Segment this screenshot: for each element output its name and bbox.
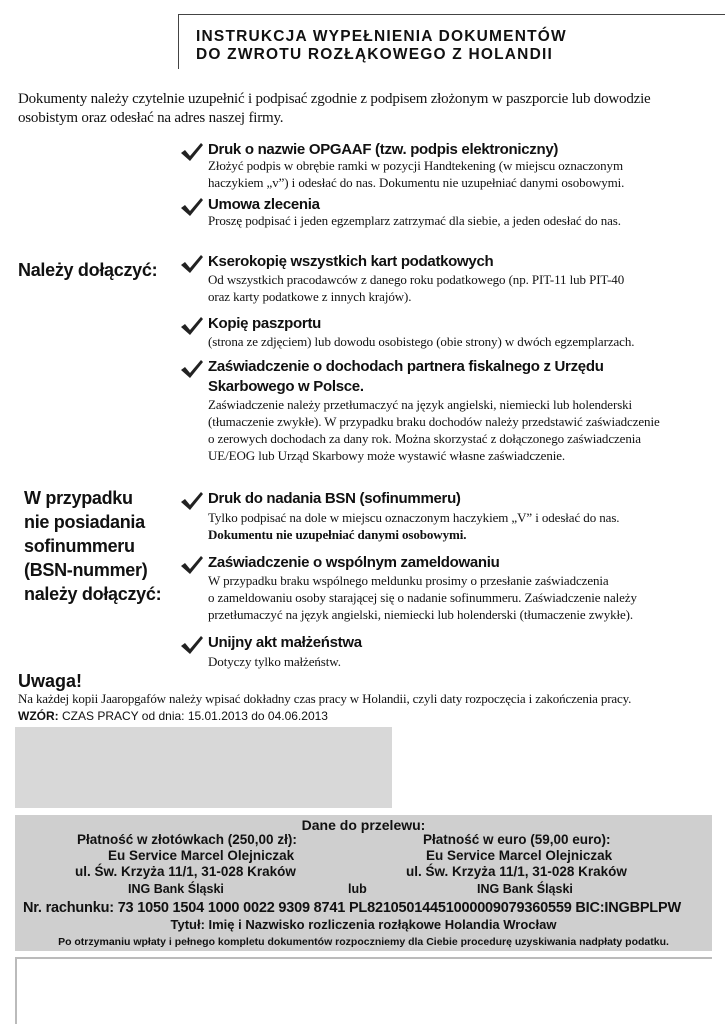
- intro-line-2: osobistym oraz odesłać na adres naszej firmy.: [18, 110, 284, 126]
- checkmark-icon: [180, 254, 204, 274]
- checkmark-icon: [180, 635, 204, 655]
- label-no-bsn-line: sofinummeru: [24, 536, 135, 556]
- item-bsn-form: [180, 489, 710, 544]
- item-description: [208, 509, 713, 543]
- notice-text: Na każdej kopii Jaaropgafów należy wpisać dokładny czas pracy w Holandii, czyli daty rozpoczęcia i zakończenia pracy.: [18, 691, 632, 706]
- item-desc-line: Złożyć podpis w obrębie ramki w pozycji Handtekening (w miejscu oznaczonym: [208, 158, 623, 173]
- label-attach: Należy dołączyć:: [18, 260, 158, 280]
- notice-example: [18, 708, 328, 724]
- checkmark-icon: [180, 491, 204, 511]
- label-no-bsn-line: należy dołączyć:: [24, 584, 162, 604]
- item-desc-line: haczykiem „v”) i odesłać do nas. Dokumentu nie uzupełniać danymi osobowymi.: [208, 175, 625, 190]
- document-header: [178, 14, 725, 69]
- payment-account-numbers: Nr. rachunku: 73 1050 1504 1000 0022 9309 8741 PL82105014451000009079360559 BIC:INGBPLPW: [23, 900, 681, 916]
- payment-pln-heading: Płatność w złotówkach (250,00 zł):: [77, 832, 297, 847]
- item-description: [208, 653, 713, 670]
- payment-title: Dane do przelewu:: [301, 817, 426, 833]
- payment-transfer-title: Tytuł: Imię i Nazwisko rozliczenia rozłąkowe Holandia Wrocław: [170, 917, 557, 932]
- item-title: Druk o nazwie OPGAAF (tzw. podpis elektroniczny): [208, 141, 559, 158]
- item-desc-line: (tłumaczenie zwykłe). W przypadku braku dochodów należy przedstawić zaświadczenie: [208, 414, 660, 429]
- payment-note: Po otrzymaniu wpłaty i pełnego kompletu dokumentów rozpoczniemy dla Ciebie procedurę uzyskiwania nadpłaty podatku.: [58, 936, 669, 948]
- label-no-bsn-line: (BSN-nummer): [24, 560, 148, 580]
- blank-bottom-frame: [15, 957, 712, 1024]
- item-title: Zaświadczenie o dochodach partnera fiskalnego z Urzędu: [208, 358, 604, 375]
- payment-eur-company: Eu Service Marcel Olejniczak: [426, 848, 613, 863]
- payment-or: lub: [348, 882, 367, 896]
- item-joint-registration: [180, 553, 710, 628]
- item-title: Kserokopię wszystkich kart podatkowych: [208, 253, 494, 270]
- payment-eur-heading: Płatność w euro (59,00 euro):: [423, 832, 611, 847]
- payment-pln-bank: ING Bank Śląski: [128, 882, 224, 896]
- checkmark-icon: [180, 316, 204, 336]
- item-title: Kopię paszportu: [208, 315, 322, 332]
- item-title: Zaświadczenie o wspólnym zameldowaniu: [208, 554, 500, 571]
- item-tax-cards: [180, 252, 710, 307]
- item-marriage-certificate: [180, 633, 710, 671]
- item-description: [208, 333, 713, 350]
- header-title-line2: DO ZWROTU ROZŁĄKOWEGO Z HOLANDII: [196, 46, 553, 63]
- notice-title: Uwaga!: [18, 671, 83, 691]
- item-desc-line: UE/EOG lub Urząd Skarbowy może wystawić własne zaświadczenie.: [208, 448, 566, 463]
- example-text: CZAS PRACY od dnia: 15.01.2013 do 04.06.2013: [58, 709, 328, 723]
- checkmark-icon: [180, 197, 204, 217]
- checkmark-icon: [180, 142, 204, 162]
- payment-pln-company: Eu Service Marcel Olejniczak: [108, 848, 295, 863]
- item-desc-line: W przypadku braku wspólnego meldunku prosimy o przesłanie zaświadczenia: [208, 573, 609, 588]
- item-description: [208, 271, 713, 305]
- label-no-bsn-line: nie posiadania: [24, 512, 145, 532]
- payment-eur-address: ul. Św. Krzyża 11/1, 31-028 Kraków: [406, 864, 627, 879]
- example-label: WZÓR:: [18, 709, 59, 723]
- item-description: [208, 157, 713, 191]
- payment-details-box: [15, 815, 712, 951]
- item-title: Umowa zlecenia: [208, 196, 320, 213]
- item-desc-line: oraz karty podatkowe z innych krajów).: [208, 289, 412, 304]
- item-desc-line: przetłumaczyć na język angielski, niemiecki lub holenderski (tłumaczenie zwykłe).: [208, 607, 634, 622]
- checkmark-icon: [180, 555, 204, 575]
- item-description: [208, 212, 713, 229]
- intro-line-1: Dokumenty należy czytelnie uzupełnić i podpisać zgodnie z podpisem złożonym w paszporcie lub dowodzie: [18, 91, 651, 107]
- item-desc-line: o zerowych dochodach za dany rok. Można skorzystać z dołączonego zaświadczenia: [208, 431, 641, 446]
- item-desc-line: Od wszystkich pracodawców z danego roku podatkowego (np. PIT-11 lub PIT-40: [208, 272, 625, 287]
- blank-gray-box: [15, 727, 392, 808]
- item-opgaaf: [180, 140, 710, 190]
- item-description: [208, 572, 713, 623]
- item-desc-line: Dotyczy tylko małżeństw.: [208, 654, 341, 669]
- label-no-bsn-line: W przypadku: [24, 488, 133, 508]
- item-desc-bold: Dokumentu nie uzupełniać danymi osobowymi.: [208, 527, 467, 542]
- payment-pln-address: ul. Św. Krzyża 11/1, 31-028 Kraków: [75, 864, 296, 879]
- item-description: [208, 396, 713, 464]
- payment-eur-bank: ING Bank Śląski: [477, 882, 573, 896]
- item-partner-income: [180, 357, 710, 467]
- item-umowa: [180, 195, 710, 230]
- item-title-line2: Skarbowego w Polsce.: [208, 378, 364, 395]
- intro-paragraph: [18, 90, 713, 128]
- item-desc-line: Tylko podpisać na dole w miejscu oznaczonym haczykiem „V” i odesłać do nas.: [208, 510, 620, 525]
- label-no-bsn: [24, 486, 161, 606]
- checkmark-icon: [180, 359, 204, 379]
- item-desc-line: (strona ze zdjęciem) lub dowodu osobistego (obie strony) w dwóch egzemplarzach.: [208, 334, 635, 349]
- item-title: Druk do nadania BSN (sofinummeru): [208, 490, 461, 507]
- item-title: Unijny akt małżeństwa: [208, 634, 362, 651]
- item-passport: [180, 314, 710, 352]
- item-desc-line: o zameldowaniu osoby starającej się o nadanie sofinummeru. Zaświadczenie należy: [208, 590, 637, 605]
- item-desc-line: Zaświadczenie należy przetłumaczyć na język angielski, niemiecki lub holenderski: [208, 397, 633, 412]
- item-desc-line: Proszę podpisać i jeden egzemplarz zatrzymać dla siebie, a jeden odesłać do nas.: [208, 213, 621, 228]
- header-title-line1: INSTRUKCJA WYPEŁNIENIA DOKUMENTÓW: [196, 28, 567, 45]
